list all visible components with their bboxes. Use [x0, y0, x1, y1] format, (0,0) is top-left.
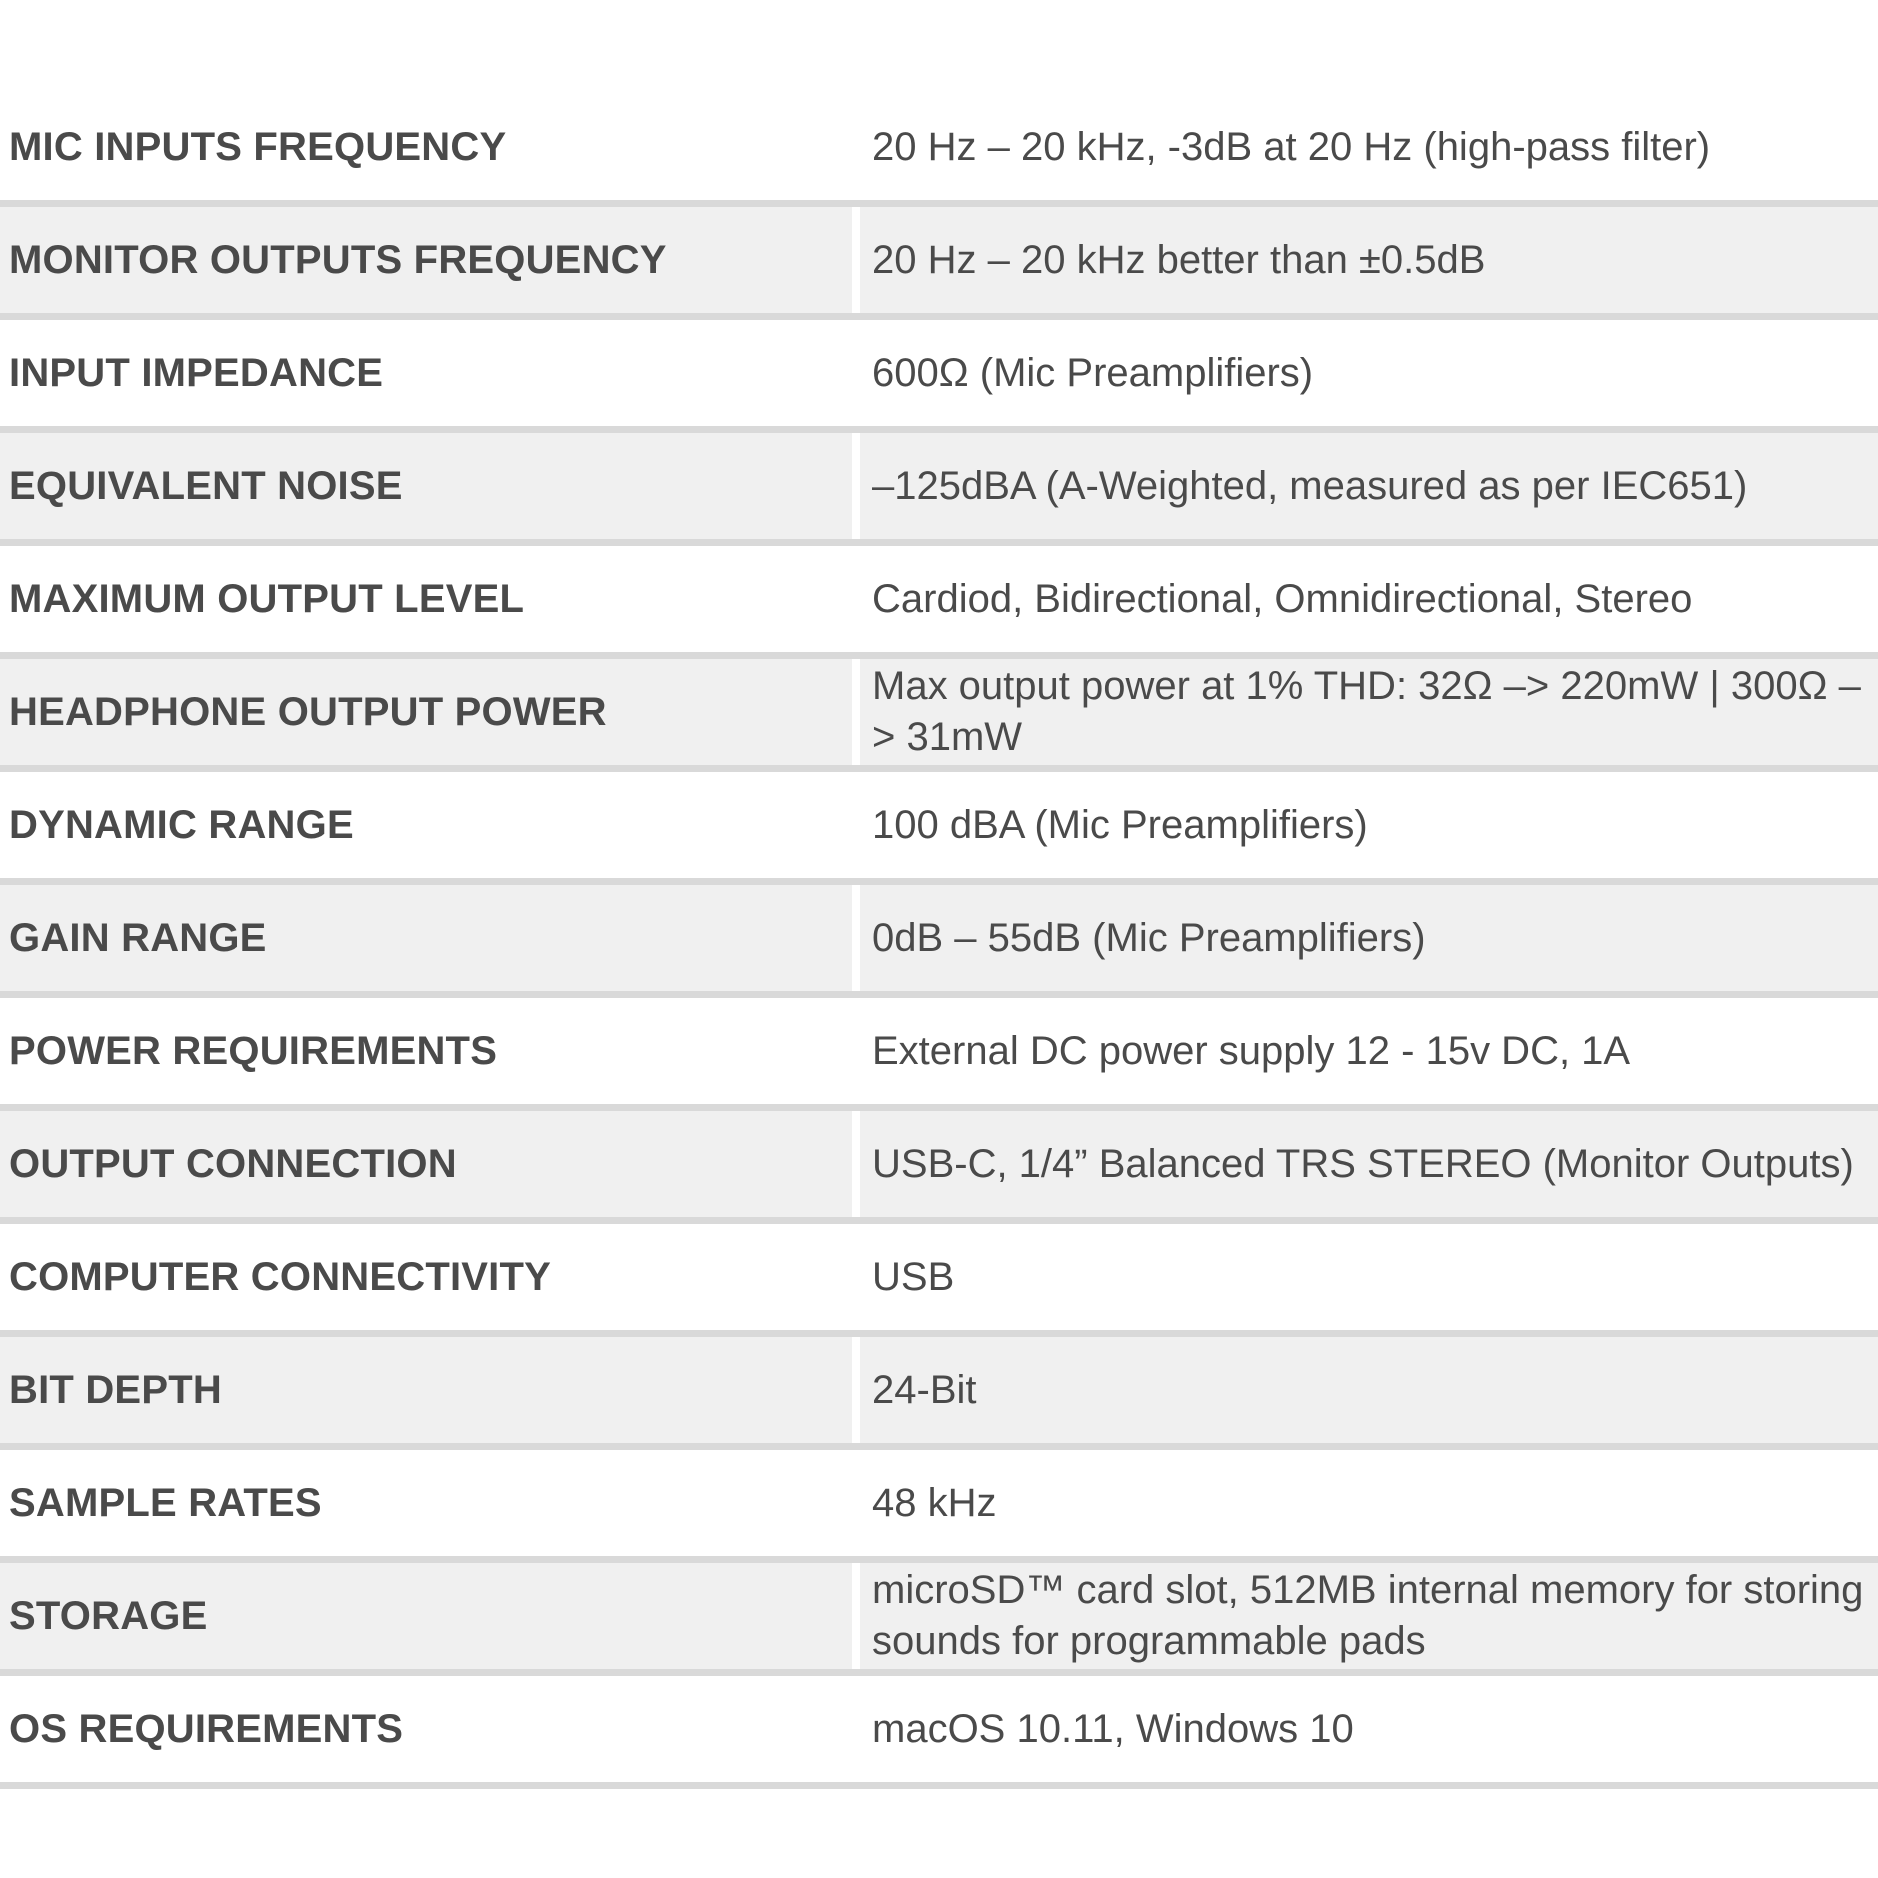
spec-label: SAMPLE RATES [9, 1480, 322, 1525]
spec-value: 100 dBA (Mic Preamplifiers) [872, 802, 1368, 847]
spec-value: –125dBA (A-Weighted, measured as per IEC651) [860, 433, 1878, 539]
spec-row-os-requirements [0, 1676, 1878, 1789]
spec-table [0, 94, 1878, 1789]
spec-row-mic-inputs-frequency [0, 94, 1878, 207]
spec-label: COMPUTER CONNECTIVITY [9, 1254, 551, 1299]
spec-label: OS REQUIREMENTS [9, 1706, 404, 1751]
spec-value: Max output power at 1% THD: 32Ω –> 220mW | 300Ω –> 31mW [860, 659, 1878, 765]
spec-value: 20 Hz – 20 kHz, -3dB at 20 Hz (high-pass filter) [872, 124, 1711, 169]
spec-row-equivalent-noise [0, 433, 1878, 546]
spec-label: GAIN RANGE [0, 885, 860, 991]
spec-value: 24-Bit [860, 1337, 1878, 1443]
spec-label: MAXIMUM OUTPUT LEVEL [9, 576, 525, 621]
spec-value: USB [872, 1254, 955, 1299]
spec-value: 48 kHz [872, 1480, 997, 1525]
spec-row-sample-rates [0, 1450, 1878, 1563]
spec-label: BIT DEPTH [0, 1337, 860, 1443]
spec-row-maximum-output-level [0, 546, 1878, 659]
spec-value: 600Ω (Mic Preamplifiers) [872, 350, 1314, 395]
spec-label: MIC INPUTS FREQUENCY [9, 124, 507, 169]
spec-row-gain-range [0, 885, 1878, 998]
spec-value: Cardiod, Bidirectional, Omnidirectional, Stereo [872, 576, 1693, 621]
spec-row-storage [0, 1563, 1878, 1676]
spec-label: POWER REQUIREMENTS [9, 1028, 498, 1073]
spec-value: 0dB – 55dB (Mic Preamplifiers) [860, 885, 1878, 991]
spec-label: EQUIVALENT NOISE [0, 433, 860, 539]
spec-label: DYNAMIC RANGE [9, 802, 354, 847]
spec-label: HEADPHONE OUTPUT POWER [0, 659, 860, 765]
spec-label: INPUT IMPEDANCE [9, 350, 384, 395]
spec-label: OUTPUT CONNECTION [0, 1111, 860, 1217]
spec-row-monitor-outputs-frequency [0, 207, 1878, 320]
spec-row-computer-connectivity [0, 1224, 1878, 1337]
spec-row-dynamic-range [0, 772, 1878, 885]
spec-row-headphone-output-power [0, 659, 1878, 772]
spec-value: USB-C, 1/4” Balanced TRS STEREO (Monitor Outputs) [860, 1111, 1878, 1217]
spec-row-output-connection [0, 1111, 1878, 1224]
spec-row-power-requirements [0, 998, 1878, 1111]
spec-label: MONITOR OUTPUTS FREQUENCY [0, 207, 860, 313]
spec-row-bit-depth [0, 1337, 1878, 1450]
spec-label: STORAGE [0, 1563, 860, 1669]
spec-value: macOS 10.11, Windows 10 [872, 1706, 1354, 1751]
spec-value: microSD™ card slot, 512MB internal memory for storing sounds for programmable pads [860, 1563, 1878, 1669]
spec-row-input-impedance [0, 320, 1878, 433]
spec-value: External DC power supply 12 - 15v DC, 1A [872, 1028, 1631, 1073]
spec-value: 20 Hz – 20 kHz better than ±0.5dB [860, 207, 1878, 313]
